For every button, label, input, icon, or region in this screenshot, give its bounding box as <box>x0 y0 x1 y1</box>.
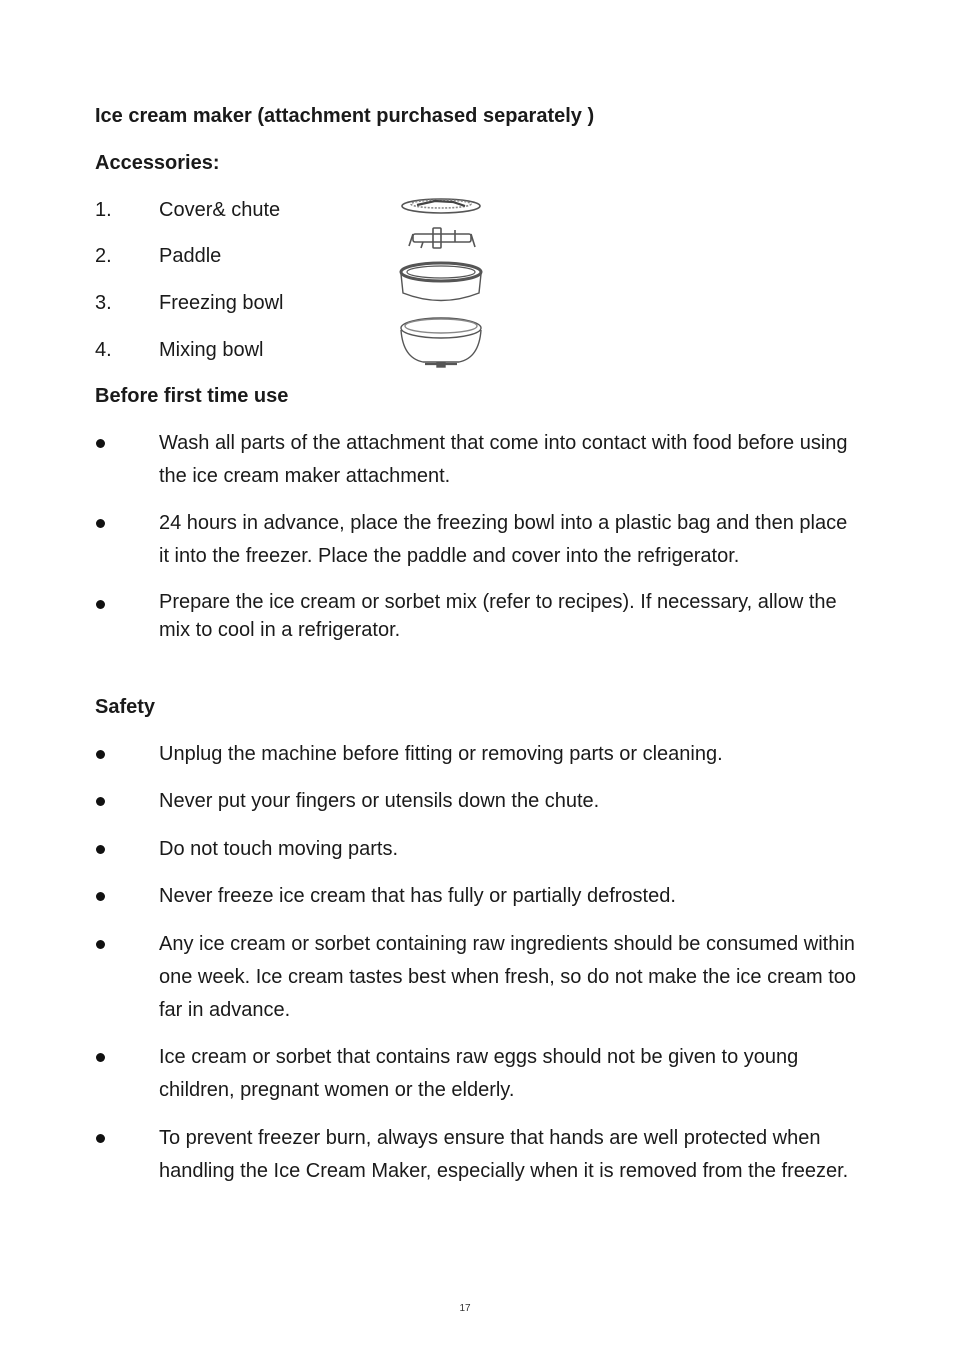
accessory-number: 2. <box>95 245 112 267</box>
page-number: 17 <box>459 1303 471 1314</box>
list-item: Do not touch moving parts. <box>159 838 399 860</box>
accessories-heading: Accessories: <box>95 152 220 174</box>
accessory-label-paddle: Paddle <box>159 245 222 267</box>
list-item: 24 hours in advance, place the freezing bowl into a plastic bag and then place it into the freezer. Place the paddle and cover into the refrigerator. <box>159 512 848 567</box>
bullet-icon <box>95 750 107 762</box>
bullet-icon <box>95 1053 107 1065</box>
bullet-icon <box>95 600 107 612</box>
list-item: To prevent freezer burn, always ensure that hands are well protected when handling the Ice Cream Maker, especially when it is removed from the freezer. <box>159 1127 849 1182</box>
list-item: Unplug the machine before fitting or removing parts or cleaning. <box>159 743 723 765</box>
list-item: Never freeze ice cream that has fully or partially defrosted. <box>159 885 676 907</box>
bullet-icon <box>95 940 107 952</box>
accessory-number: 1. <box>95 199 112 221</box>
bullet-icon <box>95 892 107 904</box>
list-item: Any ice cream or sorbet containing raw ingredients should be consumed within one week. Ice cream tastes best when fresh, so do not make the ice cream too far in advance. <box>159 933 857 1021</box>
accessory-label-mixing-bowl: Mixing bowl <box>159 339 264 361</box>
cover-chute-icon <box>402 199 480 213</box>
accessories-illustration <box>395 190 495 372</box>
bullet-icon <box>95 439 107 451</box>
list-item: Ice cream or sorbet that contains raw eggs should not be given to young children, pregnant women or the elderly. <box>159 1046 799 1101</box>
accessory-number: 3. <box>95 292 112 314</box>
bullet-icon <box>95 797 107 809</box>
accessory-label-cover-chute: Cover& chute <box>159 199 281 221</box>
list-item: Prepare the ice cream or sorbet mix (refer to recipes). If necessary, allow the mix to cool in a refrigerator. <box>159 591 837 641</box>
bullet-icon <box>95 845 107 857</box>
page-title: Ice cream maker (attachment purchased separately ) <box>95 105 595 127</box>
accessory-label-freezing-bowl: Freezing bowl <box>159 292 284 314</box>
list-item: Wash all parts of the attachment that come into contact with food before using the ice cream maker attachment. <box>159 432 848 487</box>
mixing-bowl-icon <box>401 318 481 367</box>
list-item: Never put your fingers or utensils down the chute. <box>159 790 600 812</box>
before-first-use-heading: Before first time use <box>95 385 289 407</box>
paddle-icon <box>409 228 475 248</box>
accessory-number: 4. <box>95 339 112 361</box>
safety-heading: Safety <box>95 696 156 718</box>
bullet-icon <box>95 519 107 531</box>
bullet-icon <box>95 1134 107 1146</box>
freezing-bowl-icon <box>401 263 481 301</box>
